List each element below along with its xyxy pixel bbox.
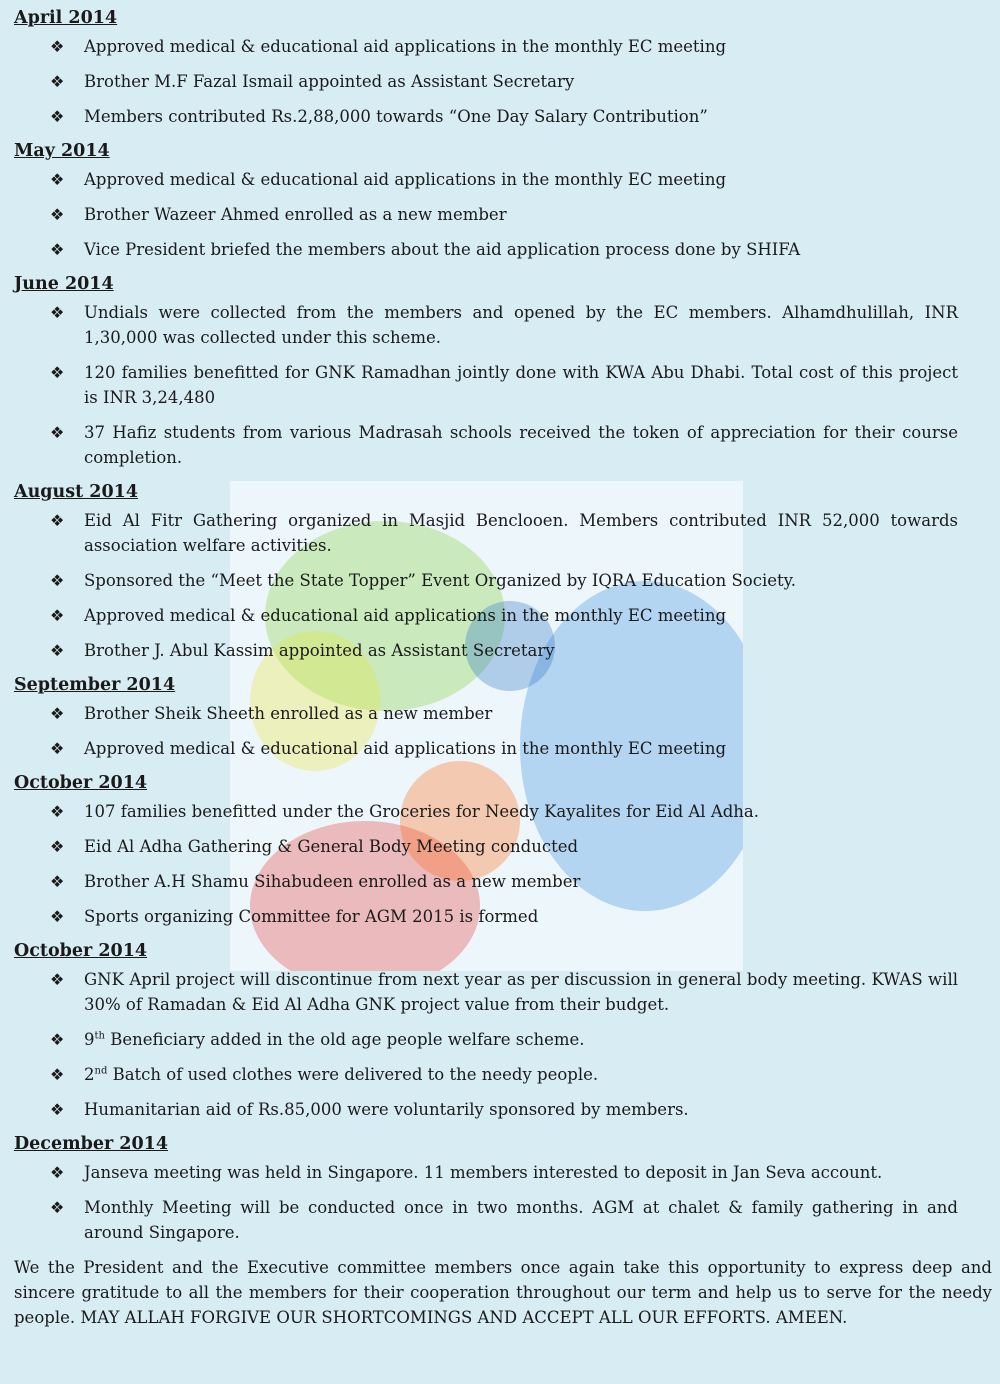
item-text: Approved medical & educational aid applications in the monthly EC meeting [84, 739, 727, 758]
list-item [14, 869, 958, 894]
activity-list [14, 508, 958, 663]
closing-paragraph: We the President and the Executive committee members once again take this opportunity to express deep and sincere gratitude to all the members for their cooperation throughout our term and help us to serve for the needy people. MAY ALLAH FORGIVE OUR SHORTCOMINGS AND ACCEPT ALL OUR EFFORTS. AMEEN. [14, 1258, 992, 1327]
month-heading: October 2014 [14, 941, 148, 961]
diamond-bullet-icon: ❖ [50, 303, 65, 322]
diamond-bullet-icon: ❖ [50, 872, 65, 891]
item-text: Sponsored the “Meet the State Topper” Event Organized by IQRA Education Society. [84, 571, 797, 590]
activity-list [14, 967, 958, 1122]
item-text: Approved medical & educational aid applications in the monthly EC meeting [84, 170, 727, 189]
month-heading: October 2014 [14, 773, 148, 793]
diamond-bullet-icon: ❖ [50, 1065, 65, 1084]
list-item [14, 799, 958, 824]
item-text: Approved medical & educational aid applications in the monthly EC meeting [84, 37, 727, 56]
list-item [14, 167, 958, 192]
list-item [14, 104, 958, 129]
list-item [14, 603, 958, 628]
list-item [14, 34, 958, 59]
list-item [14, 360, 958, 410]
list-item [14, 834, 958, 859]
list-item [14, 736, 958, 761]
diamond-bullet-icon: ❖ [50, 641, 65, 660]
item-text: 107 families benefitted under the Groceries for Needy Kayalites for Eid Al Adha. [84, 802, 760, 821]
month-heading: May 2014 [14, 141, 110, 161]
diamond-bullet-icon: ❖ [50, 1163, 65, 1182]
list-item [14, 701, 958, 726]
item-text: Humanitarian aid of Rs.85,000 were voluntarily sponsored by members. [84, 1100, 689, 1119]
report-body [14, 6, 992, 1330]
list-item [14, 1027, 958, 1052]
activity-list [14, 34, 958, 129]
month-heading: December 2014 [14, 1134, 169, 1154]
activity-list [14, 300, 958, 470]
list-item [14, 1097, 958, 1122]
item-text: Batch of used clothes were delivered to the needy people. [107, 1065, 599, 1084]
item-text: Brother A.H Shamu Sihabudeen enrolled as a new member [84, 872, 581, 891]
ordinal-suffix: nd [94, 1065, 108, 1077]
item-text: GNK April project will discontinue from next year as per discussion in general body meeting. KWAS will 30% of Ramadan & Eid Al Adha GNK project value from their budget. [84, 970, 958, 1014]
activity-list [14, 701, 958, 761]
diamond-bullet-icon: ❖ [50, 170, 65, 189]
month-heading: August 2014 [14, 482, 138, 502]
diamond-bullet-icon: ❖ [50, 970, 65, 989]
list-item [14, 638, 958, 663]
list-item [14, 1160, 958, 1185]
list-item [14, 300, 958, 350]
month-heading: June 2014 [14, 274, 114, 294]
ordinal-number: 9 [84, 1030, 95, 1049]
list-item [14, 508, 958, 558]
list-item [14, 237, 958, 262]
diamond-bullet-icon: ❖ [50, 37, 65, 56]
item-text: Sports organizing Committee for AGM 2015 is formed [84, 907, 539, 926]
list-item [14, 1195, 958, 1245]
item-text: 120 families benefitted for GNK Ramadhan jointly done with KWA Abu Dhabi. Total cost of this project is INR 3,24,480 [84, 363, 958, 407]
diamond-bullet-icon: ❖ [50, 363, 65, 382]
diamond-bullet-icon: ❖ [50, 240, 65, 259]
diamond-bullet-icon: ❖ [50, 205, 65, 224]
diamond-bullet-icon: ❖ [50, 571, 65, 590]
item-text: Approved medical & educational aid applications in the monthly EC meeting [84, 606, 727, 625]
item-text: 37 Hafiz students from various Madrasah schools received the token of appreciation for their course completion. [84, 423, 958, 467]
list-item [14, 568, 958, 593]
activity-list [14, 167, 958, 262]
diamond-bullet-icon: ❖ [50, 837, 65, 856]
diamond-bullet-icon: ❖ [50, 1030, 65, 1049]
item-text: Brother J. Abul Kassim appointed as Assistant Secretary [84, 641, 555, 660]
activity-list [14, 799, 958, 929]
activity-list [14, 1160, 958, 1245]
item-text: Brother Sheik Sheeth enrolled as a new member [84, 704, 493, 723]
item-text: Brother M.F Fazal Ismail appointed as Assistant Secretary [84, 72, 575, 91]
diamond-bullet-icon: ❖ [50, 423, 65, 442]
list-item [14, 69, 958, 94]
list-item [14, 967, 958, 1017]
month-heading: September 2014 [14, 675, 176, 695]
item-text: Members contributed Rs.2,88,000 towards “One Day Salary Contribution” [84, 107, 708, 126]
item-text: Eid Al Fitr Gathering organized in Masjid Benclooen. Members contributed INR 52,000 towards association welfare activities. [84, 511, 958, 555]
item-text: Vice President briefed the members about the aid application process done by SHIFA [84, 240, 801, 259]
item-text: Eid Al Adha Gathering & General Body Meeting conducted [84, 837, 579, 856]
diamond-bullet-icon: ❖ [50, 739, 65, 758]
diamond-bullet-icon: ❖ [50, 107, 65, 126]
diamond-bullet-icon: ❖ [50, 511, 65, 530]
diamond-bullet-icon: ❖ [50, 704, 65, 723]
item-text: Undials were collected from the members and opened by the EC members. Alhamdhulillah, INR 1,30,000 was collected under this scheme. [84, 303, 958, 347]
list-item [14, 904, 958, 929]
item-text: Janseva meeting was held in Singapore. 11 members interested to deposit in Jan Seva account. [84, 1163, 883, 1182]
item-text: Brother Wazeer Ahmed enrolled as a new member [84, 205, 507, 224]
diamond-bullet-icon: ❖ [50, 606, 65, 625]
diamond-bullet-icon: ❖ [50, 907, 65, 926]
list-item [14, 202, 958, 227]
item-text: Beneficiary added in the old age people welfare scheme. [104, 1030, 585, 1049]
diamond-bullet-icon: ❖ [50, 802, 65, 821]
list-item [14, 420, 958, 470]
month-heading: April 2014 [14, 8, 118, 28]
list-item [14, 1062, 958, 1087]
diamond-bullet-icon: ❖ [50, 1100, 65, 1119]
ordinal-suffix: th [94, 1030, 105, 1042]
diamond-bullet-icon: ❖ [50, 1198, 65, 1217]
item-text: Monthly Meeting will be conducted once in two months. AGM at chalet & family gathering in and around Singapore. [84, 1198, 958, 1242]
ordinal-number: 2 [84, 1065, 95, 1084]
diamond-bullet-icon: ❖ [50, 72, 65, 91]
